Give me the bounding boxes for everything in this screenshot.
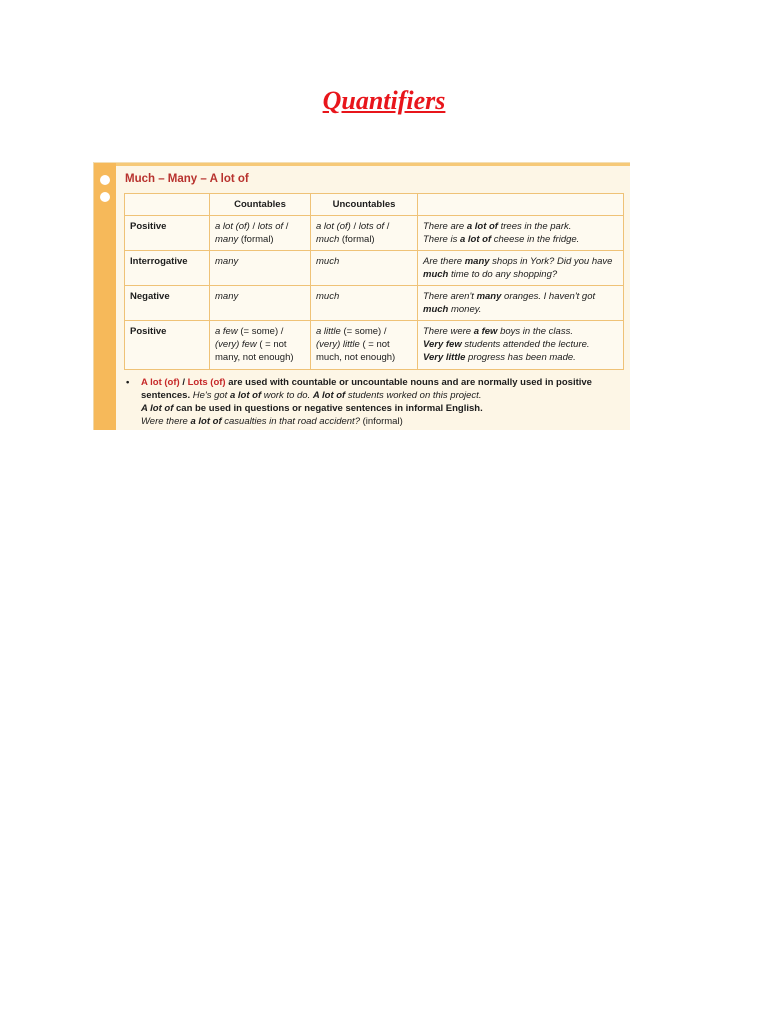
countable-cell: a few (= some) / (very) few ( = not many, not enough) — [210, 321, 311, 370]
binder-hole-icon — [100, 192, 110, 202]
example-cell: There were a few boys in the class. Very few students attended the lecture. Very little progress has been made. — [418, 321, 624, 370]
note-example-2: Were there a lot of casualties in that road accident? (informal) — [141, 416, 403, 427]
section-heading: Much – Many – A lot of — [125, 173, 249, 185]
example-cell: There aren't many oranges. I haven't got much money. — [418, 286, 624, 321]
row-label: Positive — [125, 321, 210, 370]
table-row — [125, 286, 624, 321]
grammar-table-image — [93, 162, 630, 430]
row-label: Positive — [125, 216, 210, 251]
example-cell: There are a lot of trees in the park. There is a lot of cheese in the fridge. — [418, 216, 624, 251]
table-header — [418, 194, 624, 216]
uncountable-cell: much — [311, 251, 418, 286]
table-row — [125, 321, 624, 370]
row-label: Negative — [125, 286, 210, 321]
countable-cell: a lot (of) / lots of / many (formal) — [210, 216, 311, 251]
usage-note — [124, 376, 624, 428]
quantifiers-table — [124, 193, 624, 370]
table-header-uncountables: Uncountables — [311, 194, 418, 216]
binder-strip — [94, 163, 116, 430]
example-cell: Are there many shops in York? Did you have much time to do any shopping? — [418, 251, 624, 286]
uncountable-cell: a little (= some) / (very) little ( = not much, not enough) — [311, 321, 418, 370]
note-rule-1: A lot (of) / Lots (of) are used with countable or uncountable nouns and are normally used in positive sentences. He's got a lot of work to do. A lot of students worked on this project. — [141, 377, 592, 401]
table-header-countables: Countables — [210, 194, 311, 216]
page-title: Quantifiers — [322, 86, 446, 115]
uncountable-cell: a lot (of) / lots of / much (formal) — [311, 216, 418, 251]
uncountable-cell: much — [311, 286, 418, 321]
top-rule — [116, 163, 630, 166]
table-header — [125, 194, 210, 216]
note-rule-2: A lot of can be used in questions or negative sentences in informal English. — [141, 403, 483, 414]
table-row — [125, 216, 624, 251]
table-header-row — [125, 194, 624, 216]
countable-cell: many — [210, 251, 311, 286]
binder-hole-icon — [100, 175, 110, 185]
countable-cell: many — [210, 286, 311, 321]
table-row — [125, 251, 624, 286]
bullet-icon: • — [126, 377, 130, 388]
row-label: Interrogative — [125, 251, 210, 286]
